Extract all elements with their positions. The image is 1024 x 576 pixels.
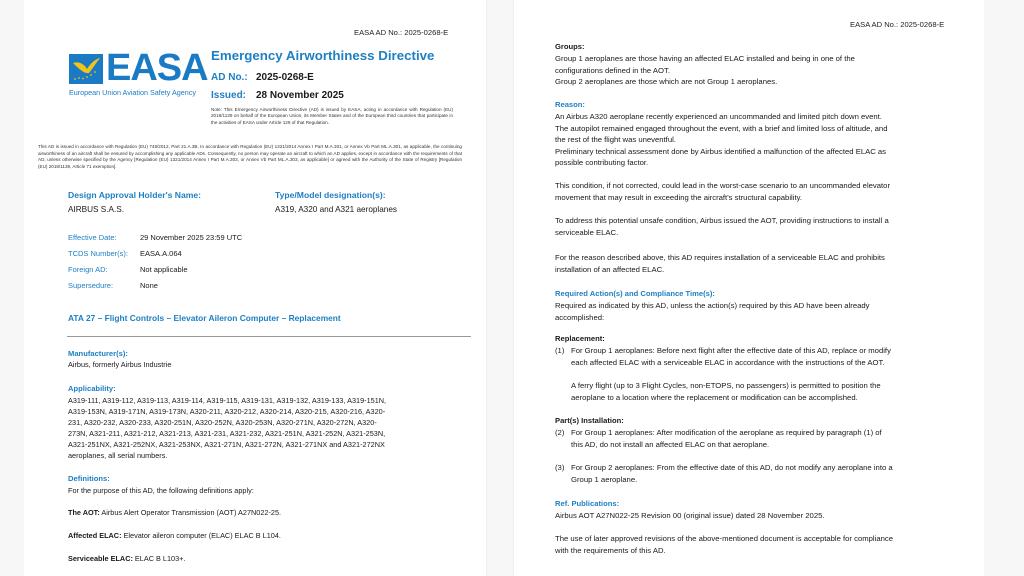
required-actions-heading: Required Action(s) and Compliance Time(s): [555, 289, 715, 298]
ferry-line: A ferry flight (up to 3 Flight Cycles, non-ETOPS, no passengers) is permitted to position the [571, 381, 881, 390]
required-actions-text [555, 300, 870, 323]
requirement-item-2 [555, 427, 955, 450]
reason-line: the rest of the flight was uneventful. [555, 135, 676, 145]
header-ad-reference: EASA AD No.: 2025-0268-E [850, 20, 945, 29]
reason-line: To address this potential unsafe condition, Airbus issued the AOT, providing instructions to install a [555, 216, 889, 225]
reason-paragraph-2 [555, 180, 890, 203]
design-holder-label: Design Approval Holder's Name: [68, 190, 202, 200]
design-holder-value: AIRBUS S.A.S. [68, 205, 124, 214]
ad-number-label: AD No.: [211, 72, 248, 83]
document-page-1 [24, 0, 486, 576]
manufacturer-heading: Manufacturer(s): [68, 349, 128, 358]
groups-line: Group 2 aeroplanes are those which are not Group 1 aeroplanes. [555, 77, 778, 87]
type-model-label: Type/Model designation(s): [275, 190, 386, 200]
definitions-intro: For the purpose of this AD, the following definitions apply: [68, 486, 254, 495]
item-number: (3) [555, 463, 565, 472]
applicability-line: A319-153N, A319-171N, A319-173N, A320-211, A320-212, A320-214, A320-215, A320-216, A320- [68, 407, 386, 416]
document-page-2 [514, 0, 984, 576]
item-number: (1) [555, 346, 565, 355]
definition-affected-elac [68, 530, 281, 541]
logo-wordmark: EASA [106, 47, 208, 89]
groups-heading: Groups: [555, 42, 585, 51]
reason-line: For the reason described above, this AD requires installation of a serviceable ELAC and prohibits [555, 253, 885, 262]
detail-value: EASA.A.064 [140, 249, 182, 258]
item-line: Group 1 aeroplane. [571, 474, 638, 484]
applicability-line: aeroplanes, all serial numbers. [68, 451, 168, 460]
item-line: For Group 1 aeroplanes: Before next flight after the effective date of this AD, replace or modify [571, 346, 891, 355]
applicability-line: A321-251NX, A321-252NX, A321-253NX, A321-271N, A321-272N, A321-271NX and A321-272NX [68, 440, 385, 449]
parts-installation-heading: Part(s) Installation: [555, 416, 624, 425]
requirement-item-1 [555, 345, 955, 368]
issued-label: Issued: [211, 90, 247, 101]
ferry-line: aeroplane to a location where the replacement or modification can be accomplished. [571, 392, 858, 402]
issuance-note: Note: This Emergency Airworthiness Directive (AD) is issued by EASA, acting in accordance with Regulation (EU) 2018/1139 on behalf of the European Union, its Member States and of the European third countries that participate in the activities of EASA under Article 129 of that Regulation. [211, 107, 453, 125]
groups-line: configurations defined in the AOT. [555, 65, 670, 75]
detail-row [68, 233, 368, 249]
item-number: (2) [555, 428, 565, 437]
definition-text: Airbus Alert Operator Transmission (AOT) A27N022-25. [99, 508, 282, 517]
header-ad-reference: EASA AD No.: 2025-0268-E [354, 28, 449, 37]
bird-emblem-icon [69, 54, 103, 84]
applicability-line: 231, A320-232, A320-233, A320-251N, A320-252N, A320-253N, A320-271N, A320-272N, A320- [68, 418, 377, 427]
detail-value: None [140, 281, 158, 290]
issued-date [211, 90, 344, 101]
definition-text: ELAC B L103+. [132, 554, 186, 563]
easa-logo [69, 47, 208, 100]
groups-line: Group 1 aeroplanes are those having an affected ELAC installed and being in one of the [555, 54, 855, 63]
ad-number-value: 2025-0268-E [256, 72, 314, 83]
details-table [68, 233, 368, 297]
ref-note-line: with the requirements of this AD. [555, 545, 666, 555]
detail-row [68, 265, 368, 281]
reason-line: Preliminary technical assessment done by Airbus identified a malfunction of the affected ELAC as [555, 146, 887, 156]
reason-line: The autopilot remained engaged throughout the event, with a brief and limited loss of altitude, and [555, 123, 888, 133]
applicability-list [68, 395, 386, 461]
issued-value: 28 November 2025 [256, 90, 344, 101]
reason-heading: Reason: [555, 100, 585, 109]
reason-line: This condition, if not corrected, could lead in the worst-case scenario to an uncommanded elevator [555, 181, 891, 190]
definitions-heading: Definitions: [68, 474, 110, 483]
ref-publications-text: Airbus AOT A27N022-25 Revision 00 (original issue) dated 28 November 2025. [555, 511, 825, 520]
detail-label: Effective Date: [68, 233, 117, 242]
ref-publications-note [555, 533, 893, 556]
issuance-paragraph: This AD is issued in accordance with Regulation (EU) 748/2012, Part 21.A.3B. In accordance with Regulation (EU) 1321/2014 Annex I Part M.A.301, or Annex Vb Part ML.A.301, as applicable, the continuing airworthiness of an aircraft shall be ensured by accomplishing any applicable ADs. Consequently, no person may operate an aircraft to which an AD applies, except in accordance with the requirements of that AD, unless otherwise specified by the Agency [Regulation (EU) 1321/2014 Annex I Part M.A.303, or Annex Vb Part ML.A.303, as applicable] or agreed with the Authority of the State of Registry [Regulation (EU) 2018/1139, Article 71 exemption]. [38, 144, 462, 169]
item-line: each affected ELAC with a serviceable ELAC in accordance with the instructions of the AOT. [571, 357, 885, 367]
logo-subtitle: European Union Aviation Safety Agency [69, 88, 196, 97]
definition-aot [68, 507, 281, 518]
ferry-flight-note [555, 380, 955, 403]
item-line: For Group 1 aeroplanes: After modification of the aeroplane as required by paragraph (1) of [571, 428, 882, 437]
reason-paragraph-4 [555, 252, 885, 275]
section-divider [67, 336, 471, 337]
reason-line: An Airbus A320 aeroplane recently experienced an uncommanded and limited pitch down event. [555, 112, 882, 121]
definition-term: The AOT: [68, 508, 100, 517]
applicability-heading: Applicability: [68, 384, 116, 393]
ref-note-line: The use of later approved revisions of the above-mentioned document is acceptable for compliance [555, 534, 894, 543]
reason-line: installation of an affected ELAC. [555, 264, 665, 274]
required-actions-line: Required as indicated by this AD, unless the action(s) required by this AD have been already [555, 301, 870, 310]
detail-label: Foreign AD: [68, 265, 108, 274]
document-title: Emergency Airworthiness Directive [211, 48, 435, 63]
reason-line: serviceable ELAC. [555, 227, 619, 237]
detail-row [68, 281, 368, 297]
ata-title: ATA 27 – Flight Controls – Elevator Aileron Computer – Replacement [68, 313, 341, 323]
detail-value: Not applicable [140, 265, 188, 274]
reason-line: possible contributing factor. [555, 158, 649, 168]
requirement-item-3 [555, 462, 955, 485]
item-line: For Group 2 aeroplanes: From the effective date of this AD, do not modify any aeroplane into a [571, 463, 893, 472]
definition-serviceable-elac [68, 553, 185, 564]
detail-label: Supersedure: [68, 281, 114, 290]
replacement-heading: Replacement: [555, 334, 605, 343]
applicability-line: 273N, A321-211, A321-212, A321-213, A321-231, A321-232, A321-251N, A321-252N, A321-253N, [68, 429, 386, 438]
definition-term: Serviceable ELAC: [68, 554, 133, 563]
definition-text: Elevator aileron computer (ELAC) ELAC B L104. [121, 531, 281, 540]
reason-line: movement that may result in exceeding the aircraft's structural capability. [555, 192, 803, 202]
detail-row [68, 249, 368, 265]
applicability-line: A319-111, A319-112, A319-113, A319-114, A319-115, A319-131, A319-132, A319-133, A319-151N, [68, 396, 387, 405]
reason-paragraph-1 [555, 111, 888, 169]
type-model-value: A319, A320 and A321 aeroplanes [275, 205, 398, 214]
groups-text [555, 53, 855, 88]
reason-paragraph-3 [555, 215, 889, 238]
definition-term: Affected ELAC: [68, 531, 122, 540]
detail-value: 29 November 2025 23:59 UTC [140, 233, 243, 242]
required-actions-line: accomplished: [555, 312, 605, 322]
item-line: this AD, do not install an affected ELAC on that aeroplane. [571, 439, 770, 449]
detail-label: TCDS Number(s): [68, 249, 129, 258]
ad-number [211, 72, 314, 83]
manufacturer-text: Airbus, formerly Airbus Industrie [68, 360, 172, 369]
ref-publications-heading: Ref. Publications: [555, 499, 620, 508]
